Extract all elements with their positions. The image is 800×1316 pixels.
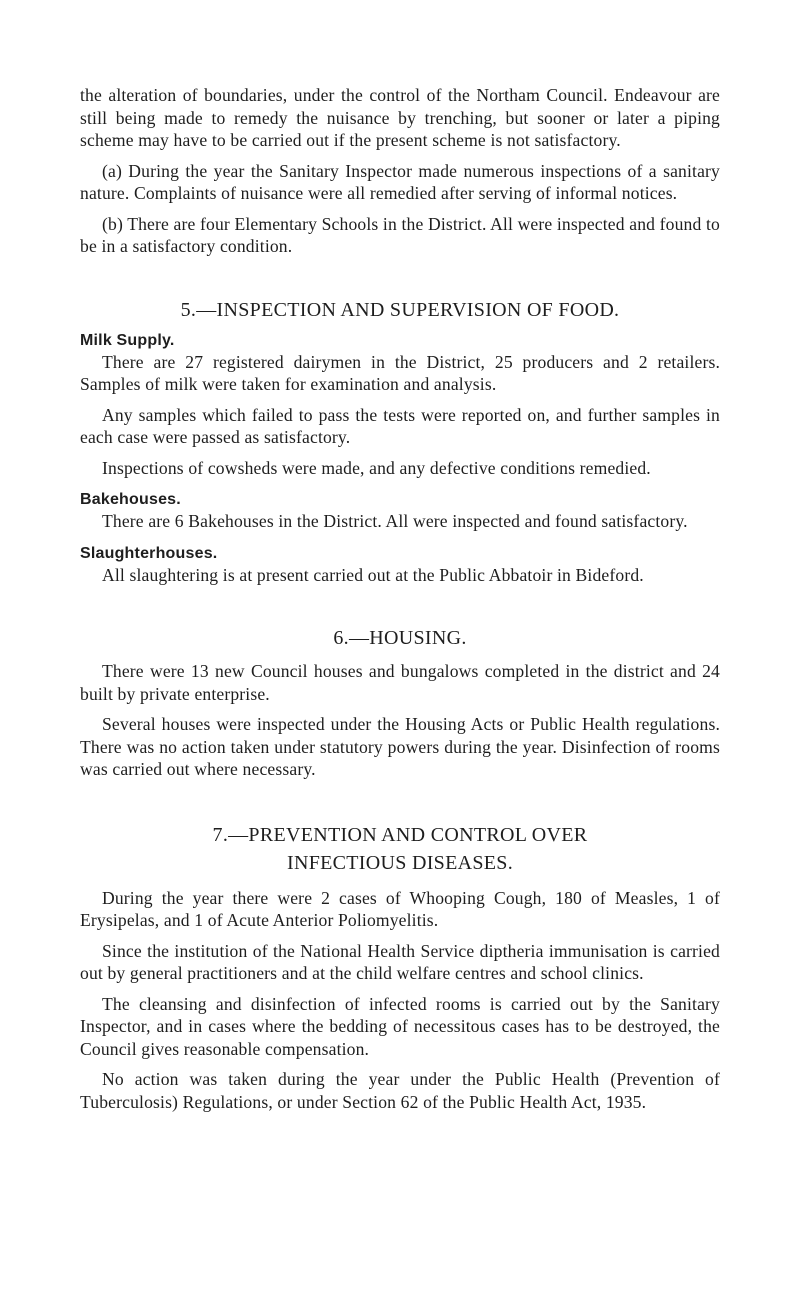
section-7-heading-line-2: INFECTIOUS DISEASES. xyxy=(286,851,514,874)
intro-item-a-paragraph: (a) During the year the Sanitary Inspector made numerous inspections of a sanitary nature. Complaints of nuisance were all remedied after serving of informal notices. xyxy=(80,160,720,203)
milk-supply-paragraph-1: There are 27 registered dairymen in the District, 25 producers and 2 retailers. Samples of milk were taken for examination and analysis. xyxy=(80,351,720,394)
slaughterhouses-paragraph: All slaughtering is at present carried out at the Public Abbatoir in Bideford. xyxy=(102,564,644,585)
bakehouses-paragraph: There are 6 Bakehouses in the District. All were inspected and found satisfactory. xyxy=(102,511,688,531)
section-5-heading: 5.—INSPECTION AND SUPERVISION OF FOOD. xyxy=(180,298,620,321)
slaughterhouses-heading: Slaughterhouses. xyxy=(80,544,218,562)
section-6-heading: 6.—HOUSING. xyxy=(333,627,467,649)
infectious-diseases-paragraph-3: The cleansing and disinfection of infected rooms is carried out by the Sanitary Inspector, and in cases where the bedding of necessitous cases has to be destroyed, the Council gives reasonable compensation. xyxy=(80,993,720,1059)
infectious-diseases-paragraph-4: No action was taken during the year under the Public Health (Prevention of Tuberculosis) Regulations, or under Section 62 of the Public Health Act, 1935. xyxy=(80,1069,720,1112)
bakehouses-heading: Bakehouses. xyxy=(80,491,181,508)
housing-paragraph-1: There were 13 new Council houses and bungalows completed in the district and 24 built by private enterprise. xyxy=(80,661,720,704)
milk-supply-paragraph-3: Inspections of cowsheds were made, and any defective conditions remedied. xyxy=(102,457,651,478)
milk-supply-heading: Milk Supply. xyxy=(80,331,175,349)
housing-paragraph-2: Several houses were inspected under the Housing Acts or Public Health regulations. There was no action taken under statutory powers during the year. Disinfection of rooms was carried out where necessary. xyxy=(80,714,720,779)
intro-item-b-paragraph: (b) There are four Elementary Schools in the District. All were inspected and found to be in a satisfactory condition. xyxy=(80,213,720,256)
milk-supply-paragraph-2: Any samples which failed to pass the tests were reported on, and further samples in each case were passed as satisfactory. xyxy=(80,404,720,447)
section-7-heading-line-1: 7.—PREVENTION AND CONTROL OVER xyxy=(212,823,588,846)
infectious-diseases-paragraph-2: Since the institution of the National Health Service diptheria immunisation is carried out by general practitioners and at the child welfare centres and school clinics. xyxy=(80,940,720,983)
infectious-diseases-paragraph-1: During the year there were 2 cases of Whooping Cough, 180 of Measles, 1 of Erysipelas, and 1 of Acute Anterior Poliomyelitis. xyxy=(80,887,720,930)
document-page xyxy=(80,84,720,1113)
intro-continuation-paragraph: the alteration of boundaries, under the control of the Northam Council. Endeavour are still being made to remedy the nuisance by trenching, but sooner or later a piping scheme may have to be carried out if the present scheme is not satisfactory. xyxy=(80,85,720,150)
